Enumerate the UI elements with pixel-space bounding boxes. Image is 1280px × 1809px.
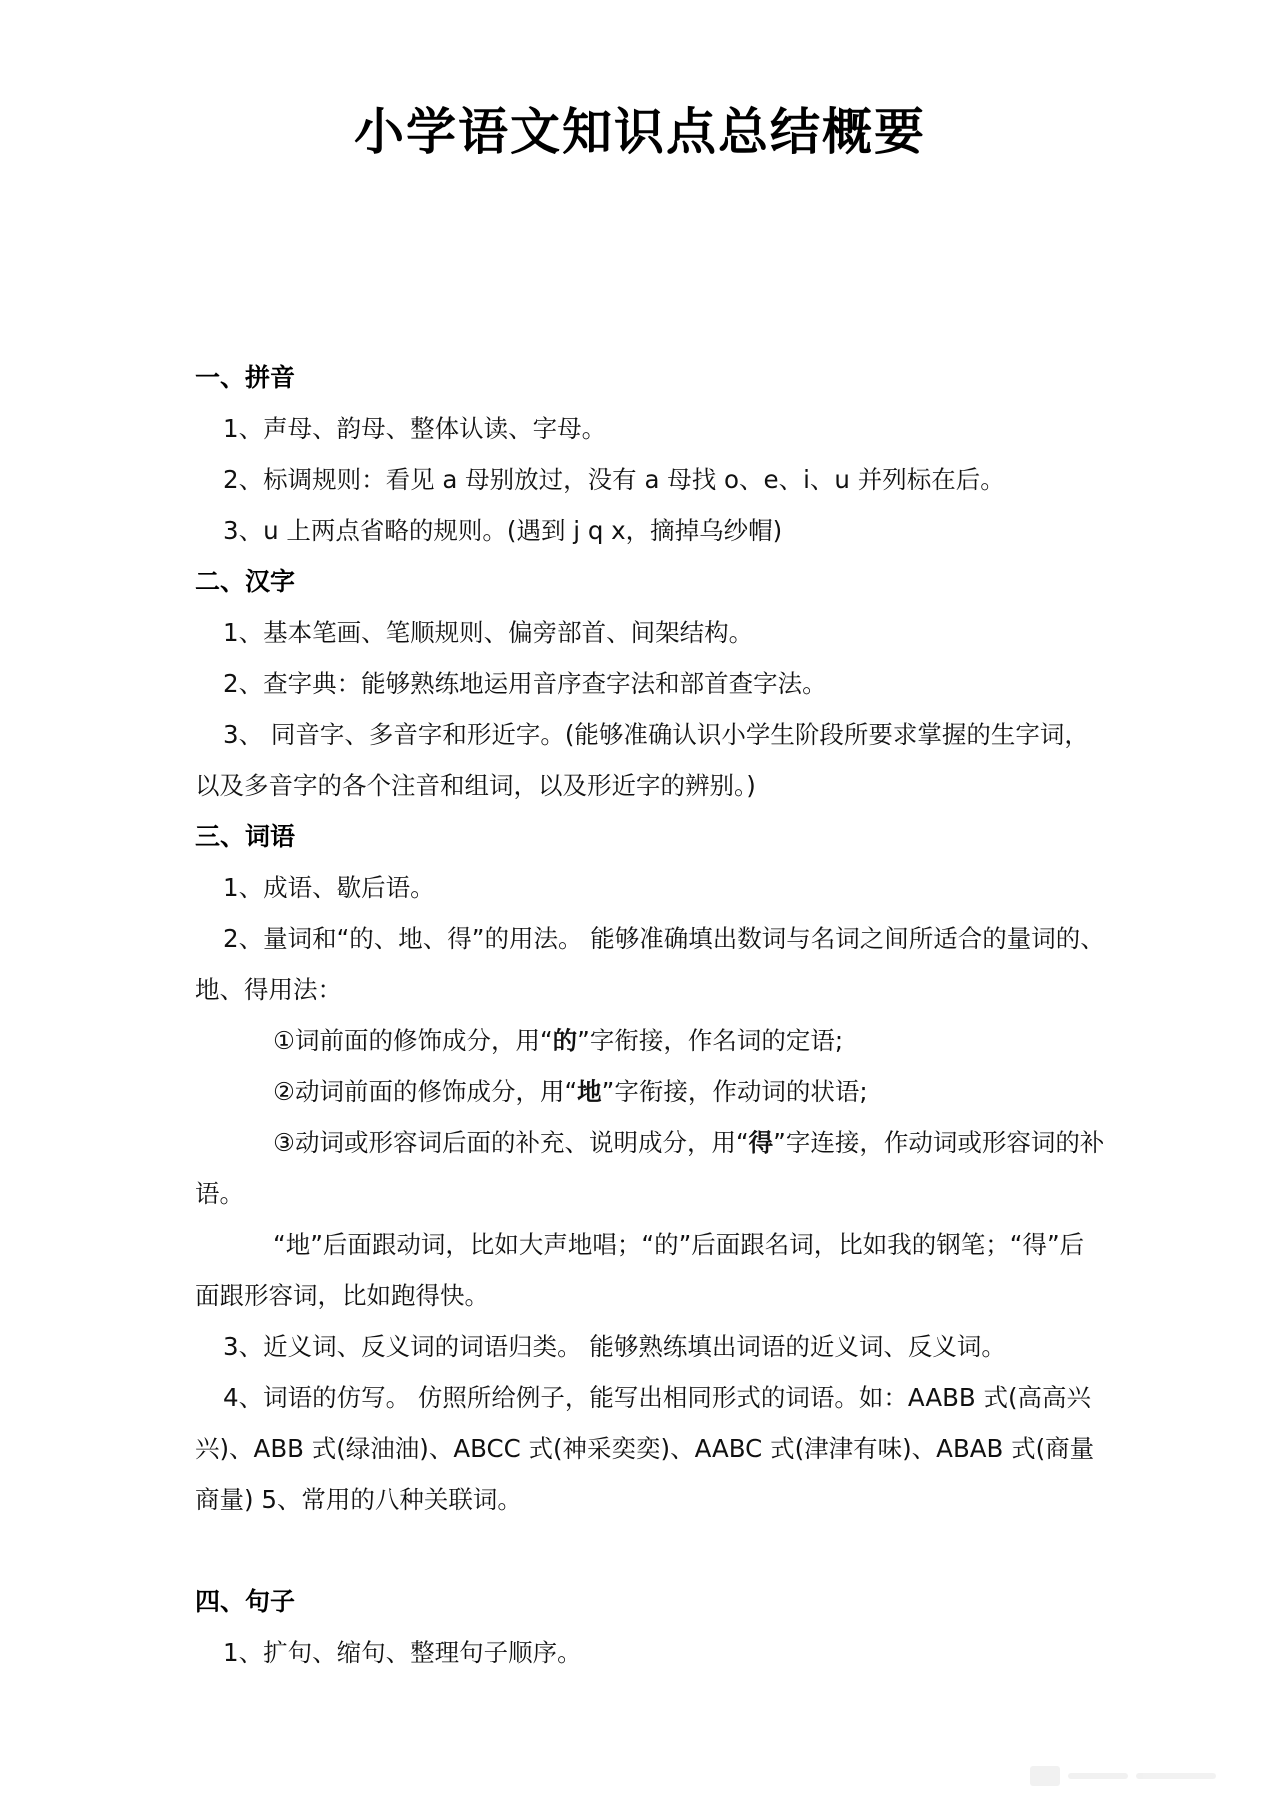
list-item: 3、u 上两点省略的规则。(遇到 j q x，摘掉乌纱帽): [223, 516, 783, 545]
section-hanzi: [195, 556, 1105, 811]
list-item: 2、量词和“的、地、得”的用法。 能够准确填出数词与名词之间所适合的量词的、地、得用法：: [195, 924, 1105, 1004]
list-item: 4、词语的仿写。 仿照所给例子，能写出相同形式的词语。如：AABB 式(高高兴兴)、ABB 式(绿油油)、ABCC 式(神采奕奕)、AABC 式(津津有味)、ABAB 式(商量商量) 5、常用的八种关联词。: [195, 1383, 1095, 1514]
usage-rule-di: [195, 1066, 1105, 1117]
page-title: 小学语文知识点总结概要: [354, 103, 926, 161]
rule-text: ③动词或形容词后面的补充、说明成分，用“: [273, 1128, 749, 1157]
usage-rule-de2: [195, 1117, 1105, 1219]
section-heading: 三、词语: [195, 822, 296, 851]
document-body: [195, 352, 1105, 1678]
usage-note: “地”后面跟动词，比如大声地唱；“的”后面跟名词，比如我的钢笔；“得”后面跟形容词，比如跑得快。: [195, 1230, 1085, 1310]
rule-keyword: 地: [577, 1077, 602, 1106]
list-item: 3、近义词、反义词的词语归类。 能够熟练填出词语的近义词、反义词。: [223, 1332, 1006, 1361]
watermark-text: [1068, 1773, 1128, 1779]
list-item: 1、基本笔画、笔顺规则、偏旁部首、间架结构。: [223, 618, 754, 647]
list-item: 1、成语、歇后语。: [223, 873, 435, 902]
watermark-text: [1136, 1773, 1216, 1779]
rule-text: ”字衔接，作动词的状语;: [601, 1077, 868, 1106]
watermark-logo: [1030, 1761, 1240, 1791]
list-item: 3、 同音字、多音字和形近字。(能够准确认识小学生阶段所要求掌握的生字词，以及多音字的各个注音和组词，以及形近字的辨别。): [195, 720, 1089, 800]
list-item: 2、查字典：能够熟练地运用音序查字法和部首查字法。: [223, 669, 827, 698]
rule-text: ①词前面的修饰成分，用“: [273, 1026, 553, 1055]
list-item: 1、声母、韵母、整体认读、字母。: [223, 414, 607, 443]
rule-keyword: 的: [552, 1026, 578, 1055]
rule-keyword: 得: [748, 1128, 774, 1157]
watermark-icon: [1030, 1766, 1060, 1786]
section-heading: 一、拼音: [195, 363, 296, 392]
rule-text: ”字衔接，作名词的定语;: [577, 1026, 844, 1055]
rule-text: ”字连接，作动词或形容词的补语。: [195, 1128, 1105, 1208]
section-heading: 四、句子: [195, 1587, 296, 1616]
list-item: 2、标调规则：看见 a 母别放过，没有 a 母找 o、e、i、u 并列标在后。: [223, 465, 1005, 494]
section-juzi: [195, 1576, 1105, 1678]
list-item: 1、扩句、缩句、整理句子顺序。: [223, 1638, 582, 1667]
rule-text: ②动词前面的修饰成分，用“: [273, 1077, 578, 1106]
section-pinyin: [195, 352, 1105, 556]
spacer: [195, 1525, 1105, 1576]
section-heading: 二、汉字: [195, 567, 296, 596]
section-ciyu: [195, 811, 1105, 1525]
usage-rule-de: [195, 1015, 1105, 1066]
